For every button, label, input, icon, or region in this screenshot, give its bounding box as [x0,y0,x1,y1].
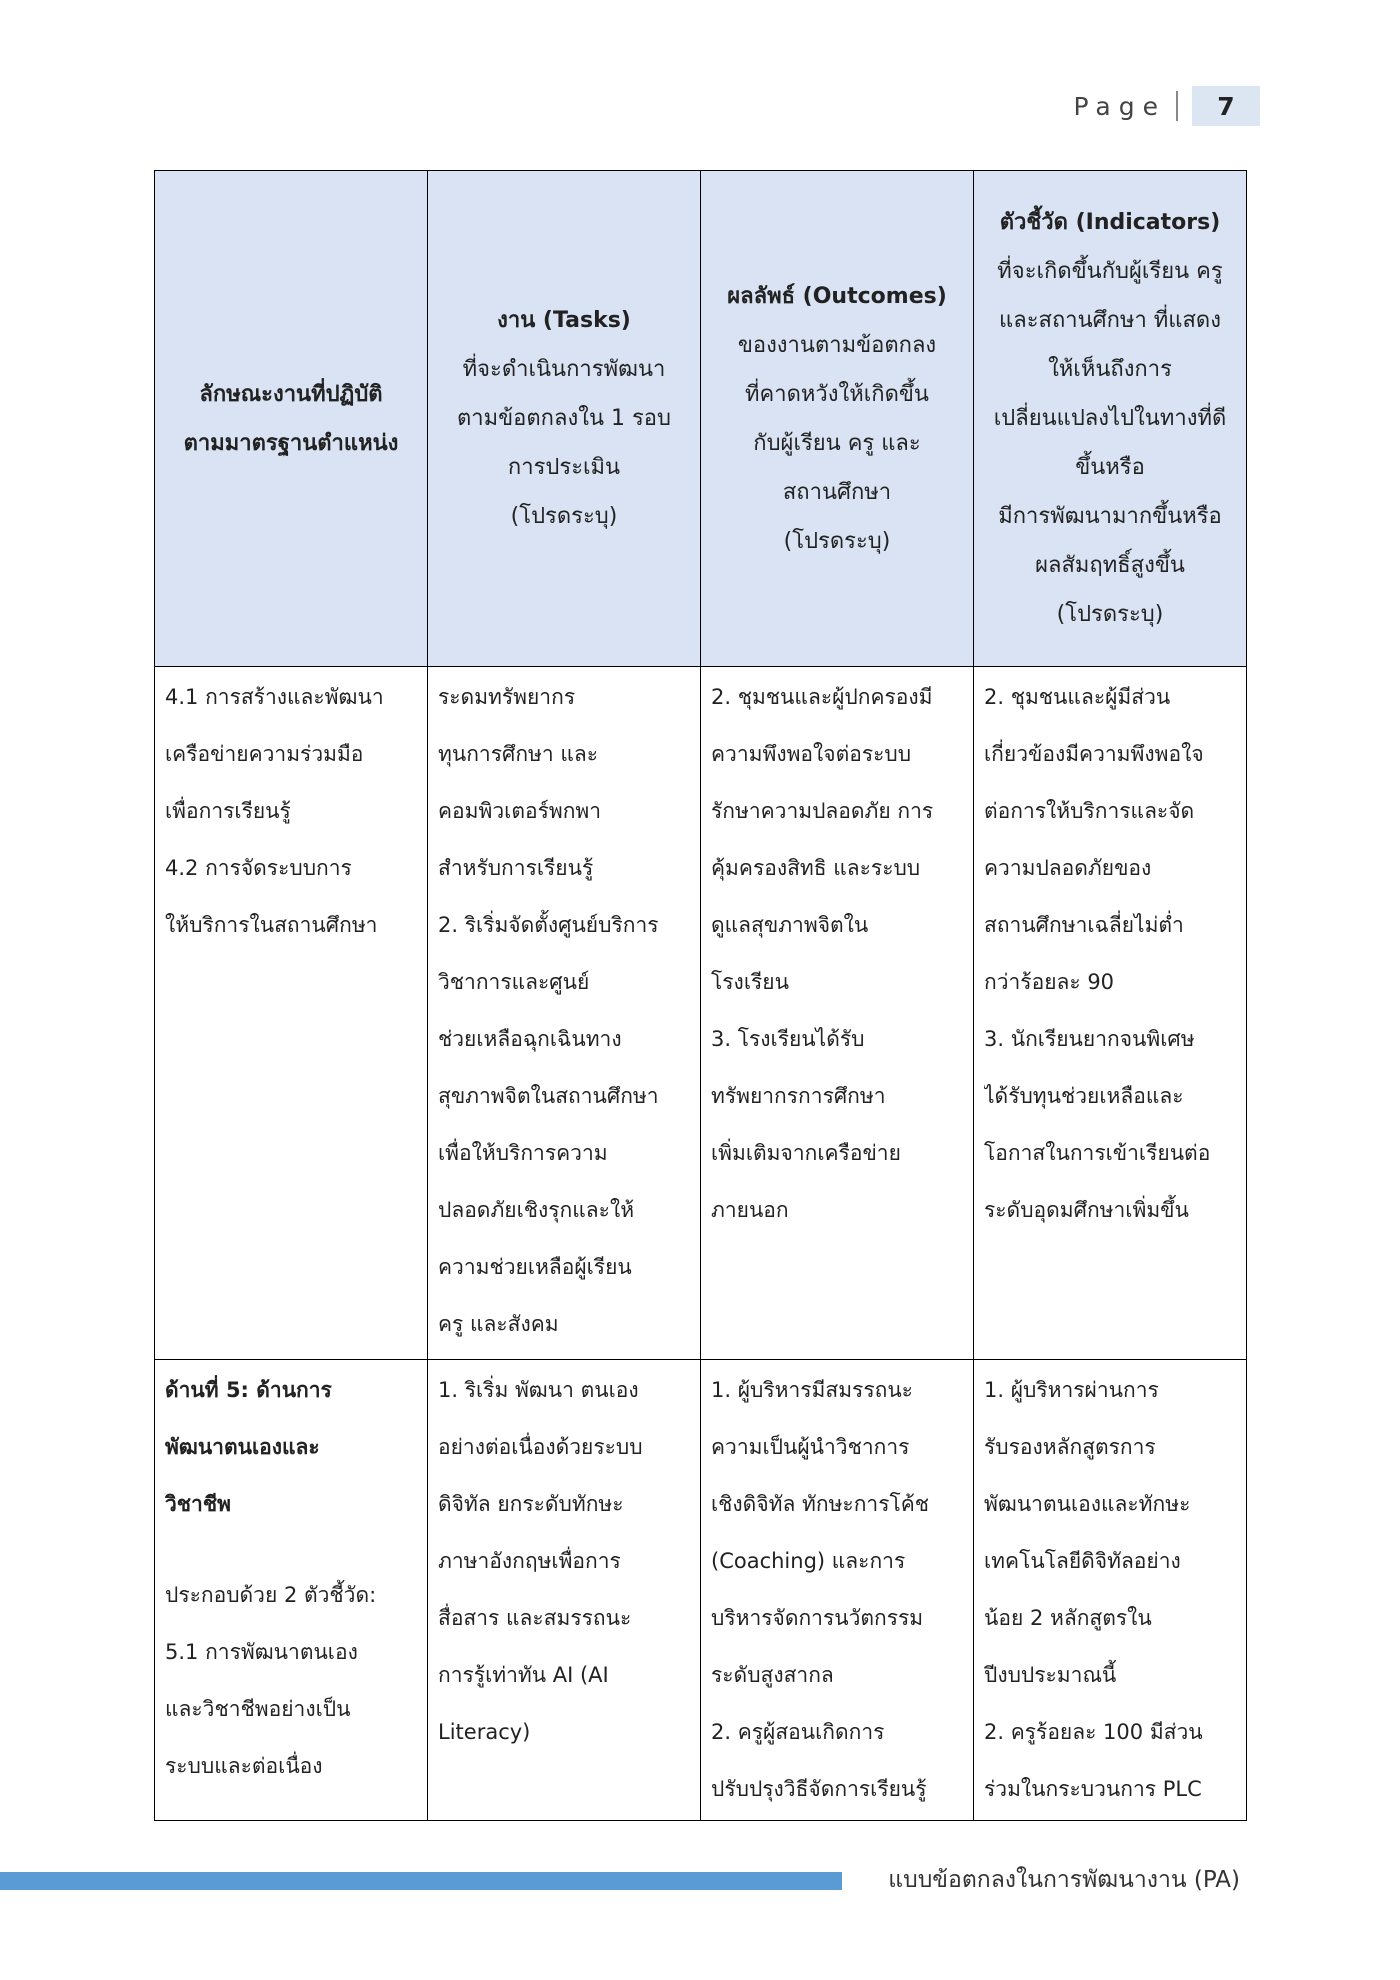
cell-tasks: 1. ริเริ่ม พัฒนา ตนเอง อย่างต่อเนื่องด้วยระบบ ดิจิทัล ยกระดับทักษะ ภาษาอังกฤษเพื่อการ สื่อสาร และสมรรถนะ การรู้เท่าทัน AI (AI Literacy) [428,1360,701,1821]
footer-title: แบบข้อตกลงในการพัฒนางาน (PA) [888,1867,1240,1893]
header-cell-indicators: ตัวชี้วัด (Indicators) ที่จะเกิดขึ้นกับผู้เรียน ครู และสถานศึกษา ที่แสดง ให้เห็นถึงการ เปลี่ยนแปลงไปในทางที่ดี ขึ้นหรือ มีการพัฒนามากขึ้นหรือ ผลสัมฤทธิ์สูงขึ้น (โปรดระบุ) [974,171,1247,667]
cell-outcomes: 2. ชุมชนและผู้ปกครองมี ความพึงพอใจต่อระบบ รักษาความปลอดภัย การ คุ้มครองสิทธิ และระบบ ดูแลสุขภาพจิตใน โรงเรียน 3. โรงเรียนได้รับ ทรัพยากรการศึกษา เพิ่มเติมจากเครือข่าย ภายนอก [701,667,974,1360]
header-cell-outcomes: ผลลัพธ์ (Outcomes) ของงานตามข้อตกลง ที่คาดหวังให้เกิดขึ้น กับผู้เรียน ครู และ สถานศึกษา (โปรดระบุ) [701,171,974,667]
page-number: 7 [1192,86,1260,126]
cell-tasks: ระดมทรัพยากร ทุนการศึกษา และ คอมพิวเตอร์พกพา สำหรับการเรียนรู้ 2. ริเริ่มจัดตั้งศูนย์บริการ วิชาการและศูนย์ ช่วยเหลือฉุกเฉินทาง สุขภาพจิตในสถานศึกษา เพื่อให้บริการความ ปลอดภัยเชิงรุกและให้ ความช่วยเหลือผู้เรียน ครู และสังคม [428,667,701,1360]
cell-outcomes: 1. ผู้บริหารมีสมรรถนะ ความเป็นผู้นำวิชาการ เชิงดิจิทัล ทักษะการโค้ช (Coaching) และการ บริหารจัดการนวัตกรรม ระดับสูงสากล 2. ครูผู้สอนเกิดการ ปรับปรุงวิธีจัดการเรียนรู้ [701,1360,974,1821]
cell-indicators: 1. ผู้บริหารผ่านการ รับรองหลักสูตรการ พัฒนาตนเองและทักษะ เทคโนโลยีดิจิทัลอย่าง น้อย 2 หลักสูตรใน ปีงบประมาณนี้ 2. ครูร้อยละ 100 มีส่วน ร่วมในกระบวนการ PLC [974,1360,1247,1821]
page-header [1073,86,1260,126]
page-separator [1176,91,1178,121]
cell-standard: 4.1 การสร้างและพัฒนา เครือข่ายความร่วมมือ เพื่อการเรียนรู้ 4.2 การจัดระบบการ ให้บริการในสถานศึกษา [155,667,428,1360]
table-row [155,1360,1247,1821]
header-cell-standard: ลักษณะงานที่ปฏิบัติ ตามมาตรฐานตำแหน่ง [155,171,428,667]
page-label: Page [1073,91,1166,121]
pa-table [154,170,1247,1821]
cell-indicators: 2. ชุมชนและผู้มีส่วน เกี่ยวข้องมีความพึงพอใจ ต่อการให้บริการและจัด ความปลอดภัยของ สถานศึกษาเฉลี่ยไม่ต่ำ กว่าร้อยละ 90 3. นักเรียนยากจนพิเศษ ได้รับทุนช่วยเหลือและ โอกาสในการเข้าเรียนต่อ ระดับอุดมศึกษาเพิ่มขึ้น [974,667,1247,1360]
footer-bar [0,1872,842,1890]
cell-standard: ด้านที่ 5: ด้านการ พัฒนาตนเองและ วิชาชีพ ประกอบด้วย 2 ตัวชี้วัด: 5.1 การพัฒนาตนเอง และวิชาชีพอย่างเป็น ระบบและต่อเนื่อง [155,1360,428,1821]
table-header-row [155,171,1247,667]
header-cell-tasks: งาน (Tasks) ที่จะดำเนินการพัฒนา ตามข้อตกลงใน 1 รอบ การประเมิน (โปรดระบุ) [428,171,701,667]
table-row [155,667,1247,1360]
